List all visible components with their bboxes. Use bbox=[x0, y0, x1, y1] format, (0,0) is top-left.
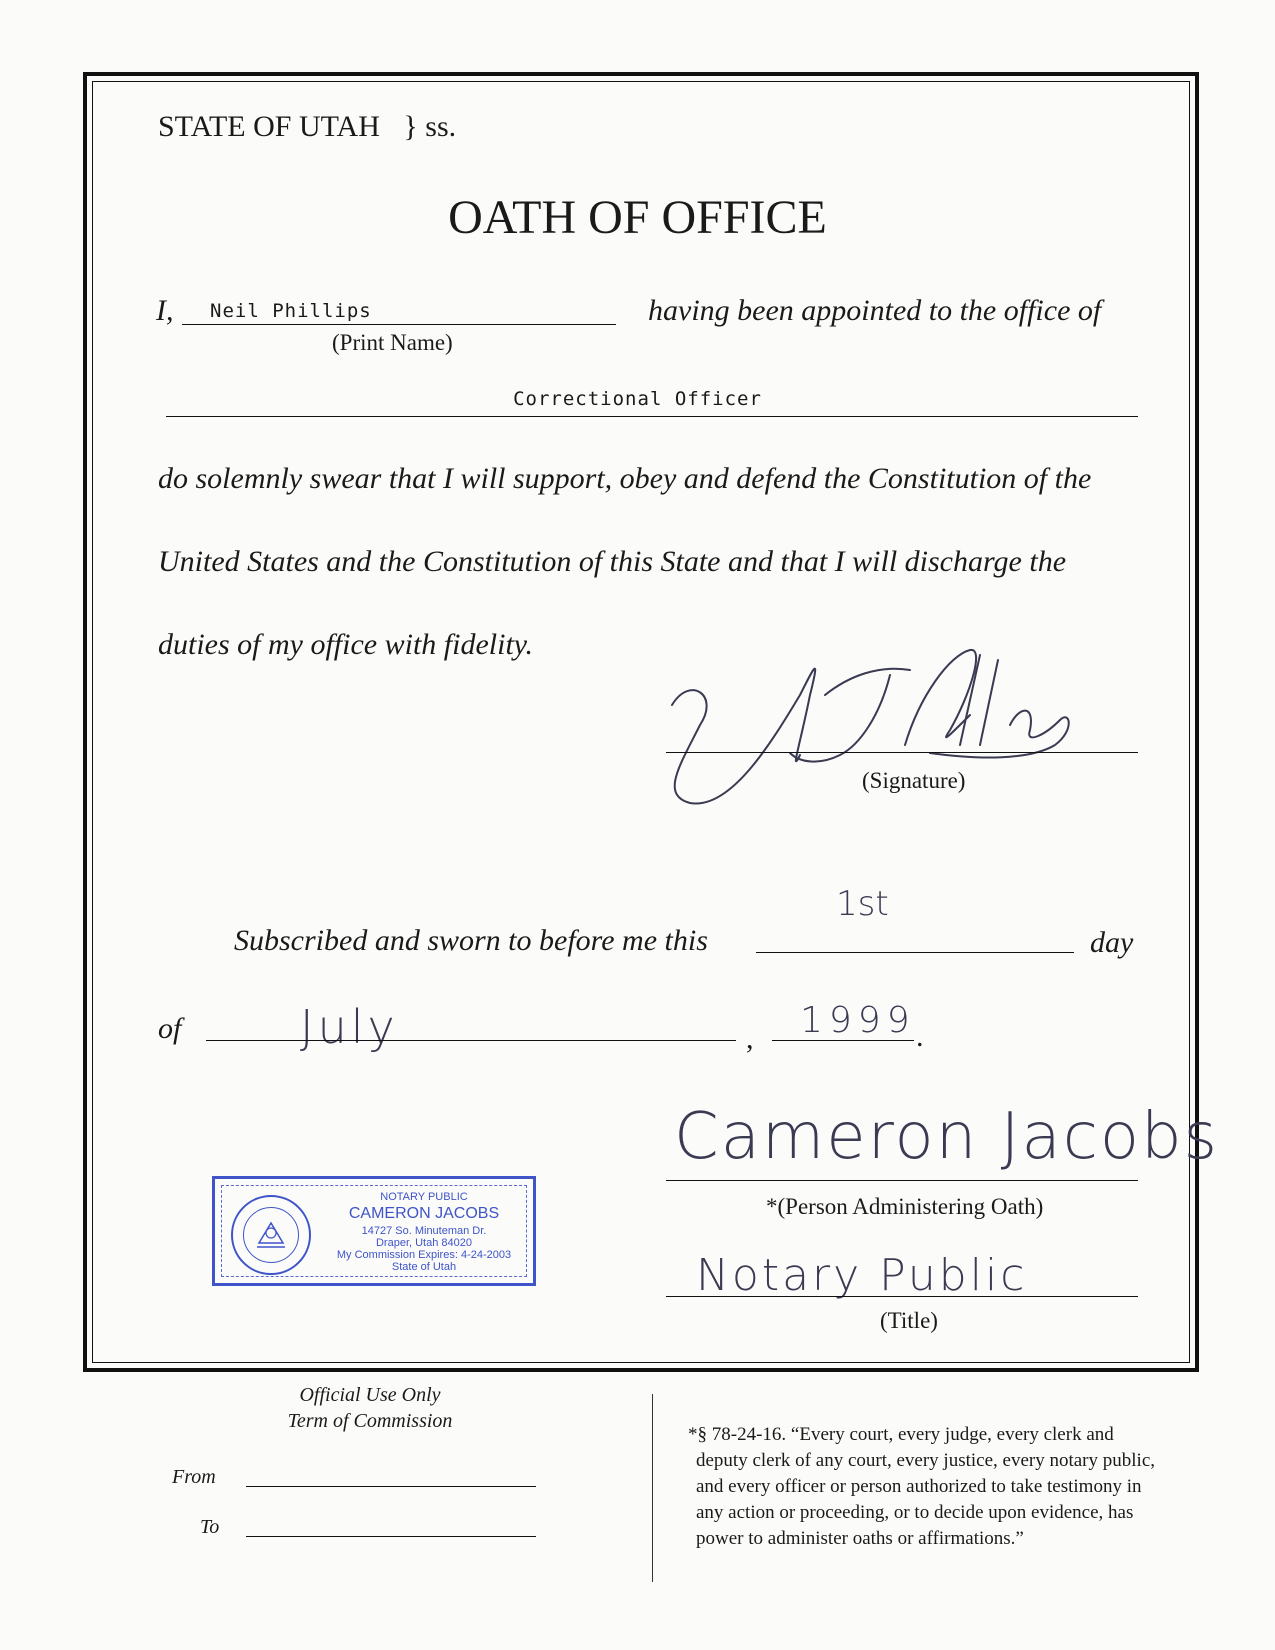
stamp-line-notary: NOTARY PUBLIC bbox=[380, 1191, 468, 1203]
signature-caption: (Signature) bbox=[862, 768, 966, 793]
state-seal-icon bbox=[231, 1195, 311, 1275]
stamp-line-name: CAMERON JACOBS bbox=[348, 1205, 500, 1223]
sworn-day-value: 1st bbox=[836, 884, 889, 924]
of-label: of bbox=[158, 1012, 182, 1045]
term-of-commission-label: Term of Commission bbox=[287, 1410, 453, 1432]
day-line bbox=[756, 952, 1074, 953]
title-line bbox=[666, 1296, 1138, 1297]
stamp-line-expires: My Commission Expires: 4-24-2003 bbox=[336, 1248, 512, 1261]
title-value: Notary Public bbox=[696, 1250, 1028, 1301]
day-label: day bbox=[1090, 926, 1134, 959]
from-label: From bbox=[172, 1466, 216, 1488]
sworn-prefix: Subscribed and sworn to before me this bbox=[234, 924, 708, 957]
seal-emblem-icon bbox=[233, 1197, 309, 1273]
stamp-line-city: Draper, Utah 84020 bbox=[375, 1236, 472, 1249]
administrator-line bbox=[666, 1180, 1138, 1181]
to-line bbox=[246, 1536, 536, 1537]
state-label: STATE OF UTAH bbox=[158, 110, 380, 143]
signature-line bbox=[666, 752, 1138, 753]
printed-name: Neil Phillips bbox=[210, 300, 372, 322]
administrator-caption: *(Person Administering Oath) bbox=[766, 1194, 1044, 1219]
official-use-label: Official Use Only bbox=[299, 1384, 441, 1406]
column-divider bbox=[652, 1394, 653, 1582]
statute-line-1: *§ 78-24-16. “Every court, every judge, every clerk and bbox=[688, 1424, 1114, 1445]
statute-line-4: any action or proceeding, or to decide upon evidence, has bbox=[696, 1502, 1134, 1523]
appointment-prefix: I, bbox=[156, 294, 174, 327]
ss-label: } ss. bbox=[403, 110, 457, 143]
venue-line bbox=[158, 110, 456, 144]
notary-stamp bbox=[212, 1176, 536, 1286]
name-line bbox=[182, 324, 616, 325]
month-comma: , bbox=[746, 1022, 754, 1055]
statute-line-5: power to administer oaths or affirmations.” bbox=[696, 1528, 1024, 1549]
stamp-text-block bbox=[319, 1191, 529, 1273]
to-label: To bbox=[200, 1516, 220, 1538]
office-title: Correctional Officer bbox=[513, 388, 762, 410]
sworn-year-value: 1999 bbox=[800, 1000, 916, 1041]
month-line bbox=[206, 1040, 736, 1041]
administrator-signature: Cameron Jacobs bbox=[674, 1100, 1219, 1174]
office-line bbox=[166, 416, 1138, 417]
oath-line-1: do solemnly swear that I will support, obey and defend the Constitution of the bbox=[158, 462, 1092, 495]
oath-line-3: duties of my office with fidelity. bbox=[158, 628, 533, 661]
year-period: . bbox=[916, 1020, 924, 1053]
page-title: OATH OF OFFICE bbox=[448, 191, 827, 244]
year-line bbox=[772, 1040, 914, 1041]
signature-handwritten bbox=[650, 635, 1090, 825]
appointment-suffix: having been appointed to the office of bbox=[648, 294, 1102, 327]
from-line bbox=[246, 1486, 536, 1487]
sworn-month-value: July bbox=[300, 1000, 399, 1054]
stamp-line-address: 14727 So. Minuteman Dr. bbox=[361, 1224, 487, 1237]
statute-line-3: and every officer or person authorized to take testimony in bbox=[696, 1476, 1142, 1497]
statute-text bbox=[688, 1422, 1155, 1552]
oath-line-2: United States and the Constitution of this State and that I will discharge the bbox=[158, 545, 1067, 578]
title-caption: (Title) bbox=[880, 1308, 938, 1333]
name-caption: (Print Name) bbox=[332, 330, 453, 355]
stamp-line-state: State of Utah bbox=[391, 1260, 457, 1273]
statute-line-2: deputy clerk of any court, every justice, every notary public, bbox=[696, 1450, 1155, 1471]
